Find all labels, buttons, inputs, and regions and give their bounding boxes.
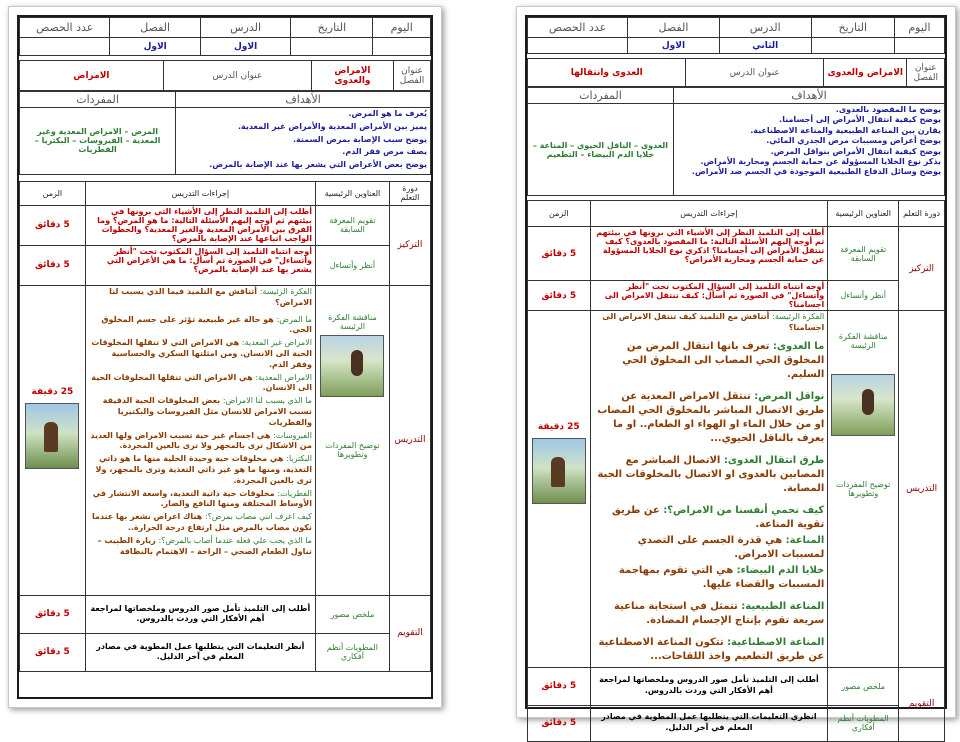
teach-titles-cell [315, 285, 389, 595]
foldables-title: المطويات أنظم أفكاري [828, 705, 899, 741]
titles-header: العناوين الرئيسية [828, 201, 899, 227]
teach-text [85, 285, 315, 595]
unit-label: عنوان الفصل [394, 61, 431, 91]
lesson-header-table [19, 17, 431, 56]
foldables-time: 5 دقائق [20, 633, 86, 671]
term-key: خلايا الدم البيضاء: [736, 564, 825, 576]
objective-item: يذكر نوع الخلايا المسؤولة عن حماية الجسم ومحاربة الأمراض. [700, 156, 941, 166]
unit-label: عنوان الفصل [907, 59, 945, 87]
evaluation-stage: التقويم [899, 667, 945, 741]
prior-knowledge-title: تقويم المعرفة السابقة [315, 205, 389, 245]
objectives-label: الأهداف [673, 88, 944, 104]
term-key: ما المرض: [276, 314, 312, 324]
foldables-text: أنظر التعليمات التي يتطلبها عمل المطوية في مصادر المعلم في آخر الدليل. [85, 633, 315, 671]
summary-time: 5 دقائق [528, 667, 591, 705]
cycle-header: دورة التعلم [899, 201, 945, 227]
vocab-list: المرض – الامراض المعدية وغير المعدية – الفيروسات – البكتريا – الفطريات [20, 108, 176, 175]
day-label: اليوم [373, 18, 431, 38]
term-text: هو حالة غير طبيعية تؤثر على جسم المخلوق الحي. [101, 314, 312, 335]
term-text: هي الامراض التي تنقلها المخلوقات الحية الى الانسان. [91, 372, 312, 393]
look-wonder-text: أوجه انتباه التلميذ إلى السؤال المكتوب تحت "أنظر وأتساءل" في الصورة ثم أسأل: ما هي الأعراض التي يشعر بها عند الإصابة بالمرض؟ [85, 245, 315, 285]
vocab-label: المفردات [20, 92, 176, 108]
term-text: عن طريق تقوية المناعة. [611, 504, 825, 530]
objectives-table [19, 91, 431, 175]
lesson-title-label: عنوان الدرس [686, 59, 824, 87]
class-value: الاول [628, 38, 720, 54]
day-label: اليوم [894, 18, 944, 38]
lesson-label: الدرس [200, 18, 290, 38]
look-wonder-title: أنظر وأتساءل [828, 281, 899, 311]
lesson-label: الدرس [719, 18, 811, 38]
term-text: هناك اعراض نشعر بها عندما نكون مصاب بالمرض مثل ارتفاع درجة الحرارة.. [91, 512, 312, 532]
teach-time-cell [20, 285, 86, 595]
prior-knowledge-text: أطلب إلى التلميذ النظر إلى الأشياء التي برونها في بيئتهم ثم أوجه إليهم الأسئلة التالية: ما هو المرض؟ وما الفرق بين الأمراض المعدية والغير المعدية؟ والخطوات الواجب اتباعها عند الإصابة بالمرض؟ [85, 205, 315, 245]
term-key: ما العدوى: [772, 340, 825, 352]
term-key: الامراض المعدية: [255, 372, 312, 382]
objectives-list [673, 104, 944, 196]
teach-stage: التدريس [389, 285, 430, 595]
vocab-label: المفردات [528, 88, 674, 104]
term-key: نواقل المرض: [754, 390, 825, 402]
main-idea-text: أتناقش مع التلميذ كيف تنتقل الامراض الى اجسامنا؟ [602, 312, 825, 332]
objective-item: يقارن بين المناعة الطبيعية والمناعة الاصطناعية. [750, 125, 941, 135]
prior-knowledge-time: 5 دقائق [528, 227, 591, 281]
objective-item: يوضح بعض الأعراض التي يشعر بها عند الإصابة بالمرض. [209, 160, 427, 170]
vocab-title: توضيح المفردات وتطويرها [836, 480, 891, 498]
unit-title-table [19, 60, 431, 91]
prior-knowledge-time: 5 دقائق [20, 205, 86, 245]
main-idea-key: الفكرة الرئيسة: [772, 312, 825, 321]
term-text: الاتصال المباشر مع المصابين بالعدوى او الاتصال بالمخلوقات الحية المصابة. [597, 454, 825, 494]
term-text: تعرف بانها انتقال المرض من المخلوق الحي المصاب الى المخلوق الحي السليم. [622, 340, 825, 380]
foldables-title: المطويات أنظم أفكاري [315, 633, 389, 671]
objectives-table [527, 87, 945, 196]
lesson-photo-2 [25, 403, 79, 469]
date-label: التاريخ [291, 18, 373, 38]
date-label: التاريخ [811, 18, 894, 38]
vocab-list: العدوى – الناقل الحيوي – المناعة – خلايا الدم البيضاء – التطعيم [528, 104, 674, 196]
term-key: كيف اعرف انني مصاب بمرض؟: [204, 512, 312, 522]
teach-text [590, 311, 828, 668]
foldables-time: 5 دقائق [528, 705, 591, 741]
page-border [525, 15, 947, 733]
main-idea-text: أتناقش مع التلميذ فيما الذي يسبب لنا الامراض؟ [109, 286, 312, 307]
look-wonder-time: 5 دقائق [20, 245, 86, 285]
objective-item: يصف مرض فقر الدم. [342, 147, 427, 157]
summary-text: أطلب إلى التلميذ تأمل صور الدروس وملخصاتها لمراجعة أهم الأفكار التي وردت بالدروس. [590, 667, 828, 705]
look-wonder-text: أوجه انتباه التلميذ إلى السؤال المكتوب تحت "أنظر وأتساءل" في الصورة ثم أسأل: كيف تنتقل الامراض الى اجسامنا؟ [590, 281, 828, 311]
objective-item: يوضح كيفية انتقال الأمراض بنواقل المرض. [770, 146, 941, 156]
time-header: الزمن [20, 181, 86, 205]
unit-value: الامراض والعدوى [824, 59, 907, 87]
evaluation-stage: التقويم [389, 595, 430, 671]
summary-title: ملخص مصور [315, 595, 389, 633]
term-text: بعض المخلوقات الحية الدقيقة تسبب الامراض للانسان مثل الفيروسات والبكتيريا والفطريات [102, 396, 312, 427]
focus-stage: التركيز [899, 227, 945, 311]
teach-stage: التدريس [899, 311, 945, 668]
class-label: الفصل [110, 18, 200, 38]
teach-time: 25 دقيقة [31, 386, 74, 397]
class-value: الاول [110, 38, 200, 56]
term-text: زيارة الطبيب – تناول الطعام الصحي – الراحة – الاهتمام بالنظافة [97, 535, 312, 556]
objective-item: يوضح ما المقصود بالعدوى. [835, 105, 941, 114]
objective-item: يوضح سبب الإصابة بمرض السمنة. [292, 134, 427, 144]
objective-item: يوضح كيفية انتقال الأمراض إلى أجسامنا. [779, 115, 941, 125]
periods-label: عدد الحصص [528, 18, 628, 38]
term-key: ما الذي يسبب لنا الامراض: [222, 396, 312, 406]
term-key: الفطريات: [277, 488, 312, 498]
objective-item: يوضح أعراض ومسببات مرض الجدري المائي. [766, 136, 941, 146]
lesson-value: الاول [200, 38, 290, 56]
objectives-list [176, 108, 431, 175]
term-text: تتمثل في استجابة مناعية سريعة تقوم بإنتاج الإجسام المضادة. [614, 600, 825, 626]
focus-stage: التركيز [389, 205, 430, 285]
procedures-header: إجراءات التدريس [590, 201, 828, 227]
summary-time: 5 دقائق [20, 595, 86, 633]
objectives-label: الأهداف [176, 92, 431, 108]
term-text: مخلوقات حية ذاتية التغذية، واسعة الانتشار في الأوساط المختلفة ومنها النافع والضار. [92, 488, 312, 509]
lesson-value: الثاني [719, 38, 811, 54]
prior-knowledge-text: أطلب إلى التلميذ النظر إلى الأشياء التي برونها في بيئتهم ثم أوجه إليهم الأسئلة التالية: ما المقصود بالعدوى؟ كيف تنتقل الأمراض إلى أجسامنا؟ اذكري نوع الخلايا المسؤولة عن حماية الجسم ومحاربة الأمراض؟ [590, 227, 828, 281]
lesson-header-table [527, 17, 945, 54]
term-key: ما الذي يجب علي فعله عندما أصاب بالمرض؟: [158, 535, 312, 545]
vocab-title: توضيح المفردات وتطويرها [325, 440, 380, 459]
term-text: هي التي تقوم بمهاجمة المسببات والقضاء عليها. [618, 564, 825, 590]
foldables-text: انظري التعليمات التي يتطلبها عمل المطوية في مصادر المعلم في آخر الدليل. [590, 705, 828, 741]
teach-time-cell [528, 311, 591, 668]
summary-text: أطلب إلى التلميذ تأمل صور الدروس وملخصاتها لمراجعة أهم الأفكار التي وردت بالدروس. [85, 595, 315, 633]
summary-title: ملخص مصور [828, 667, 899, 705]
lesson-title-label: عنوان الدرس [163, 61, 311, 91]
page-border [17, 15, 433, 699]
objective-item: يوضح وسائل الدفاع الطبيعية الموجودة في الجسم ضد الأمراض. [691, 167, 941, 177]
term-key: المناعة الطبيعية: [741, 600, 825, 612]
term-text: تنتقل الامراض المعدية عن طريق الاتصال المباشر بالمخلوق الحي المصاب او من خلال الماء او الهواء او الطعام.. او ما يعرف بالناقل الحيوي... [597, 390, 825, 444]
procedures-table [19, 181, 431, 672]
lesson-photo [320, 335, 384, 397]
term-key: المناعة: [785, 534, 825, 546]
lesson-plan-page-1 [8, 6, 442, 708]
unit-value: الامراض والعدوى [311, 61, 393, 91]
prior-knowledge-title: تقويم المعرفة السابقة [828, 227, 899, 281]
lesson-photo-2 [532, 438, 586, 504]
unit-title-table [527, 58, 945, 87]
cycle-header: دورة التعلم [389, 181, 430, 205]
teach-titles-cell [828, 311, 899, 668]
term-key: المناعة الاصطناعية: [727, 636, 825, 648]
term-text: تتكون المناعة الاصطناعية عن طريق التطعيم واخذ اللقاحات... [598, 636, 825, 662]
term-text: هي مخلوقات حية وحيدة الخلية منها ما هو ذاتي التغذية، ومنها ما هو غير ذاتي التغذية وترى بالمجهر، ولا ترى بالعين المجردة. [95, 454, 312, 485]
teach-time: 25 دقيقة [537, 422, 580, 432]
main-idea-title: مناقشة الفكرة الرئيسة [838, 332, 888, 350]
lesson-plan-page-2 [516, 6, 956, 733]
term-key: البكتريا: [286, 454, 312, 464]
procedures-table [527, 200, 945, 742]
term-key: كيف نحمي أنفسنا من الامراض؟: [663, 504, 825, 516]
main-idea-title: مناقشة الفكرة الرئيسة [328, 312, 377, 331]
main-idea-key: الفكرة الرئيسة: [259, 286, 312, 296]
objective-item: يميز بين الأمراض المعدية والأمراض غير المعدية. [238, 121, 427, 131]
lesson-photo [831, 374, 895, 436]
term-key: الفيروسات: [273, 430, 312, 440]
titles-header: العناوين الرئيسية [315, 181, 389, 205]
look-wonder-time: 5 دقائق [528, 281, 591, 311]
term-text: هي قدرة الجسم على التصدي لمسببات الامراض. [637, 534, 825, 560]
look-wonder-title: أنظر وأتساءل [315, 245, 389, 285]
procedures-header: إجراءات التدريس [85, 181, 315, 205]
lesson-title-value: الامراض [20, 61, 164, 91]
class-label: الفصل [628, 18, 720, 38]
term-text: هي الامراض التي لا تنقلها المخلوقات الحية الى الانسان. ومن امثلتها السكري والحساسية وفقر الدم. [91, 338, 312, 369]
term-key: طرق انتقال العدوى: [723, 454, 825, 466]
objective-item: يُعرف ما هو المرض. [348, 109, 427, 118]
term-text: هي اجسام غير حية تسبب الامراض ولها العديد من الاشكال ترى بالمجهر ولا ترى بالعين المجردة. [90, 430, 312, 451]
periods-label: عدد الحصص [20, 18, 110, 38]
lesson-title-value: العدوى وانتقالها [528, 59, 686, 87]
term-key: الامراض غير المعدية: [241, 338, 312, 348]
time-header: الزمن [528, 201, 591, 227]
